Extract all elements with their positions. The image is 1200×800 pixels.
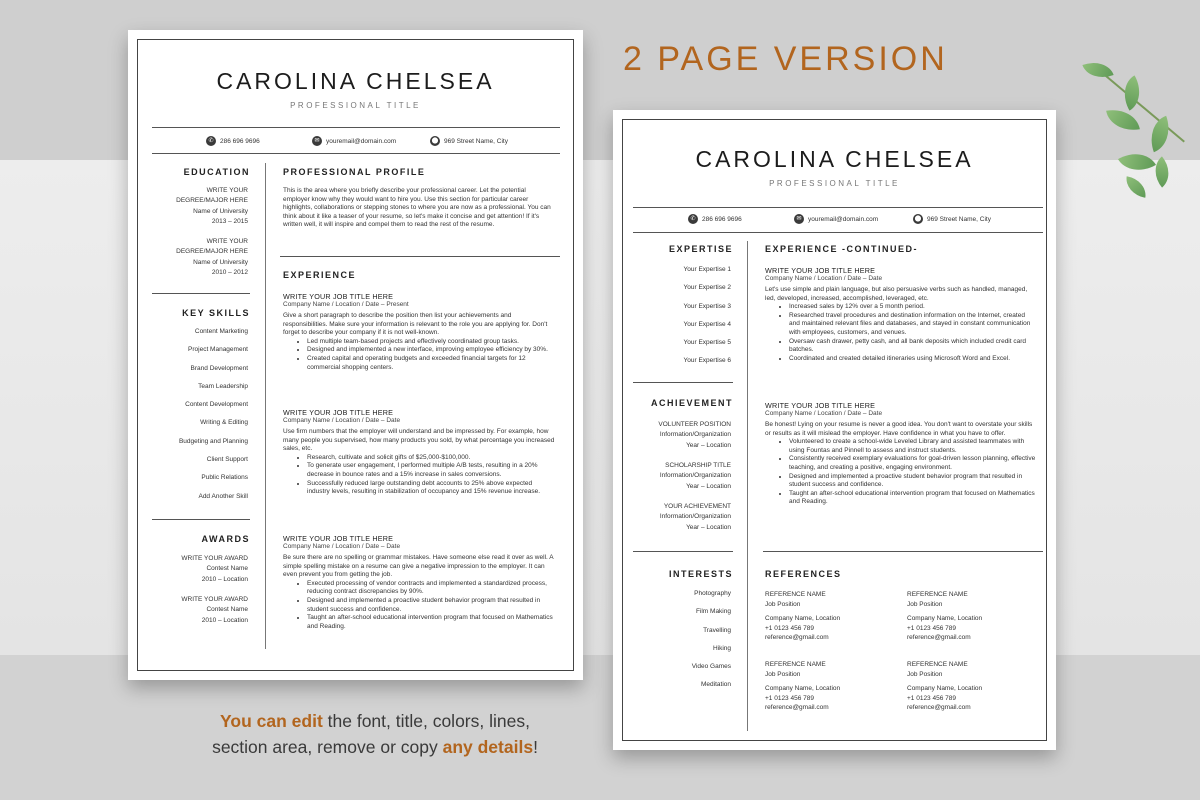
location-icon: ⬤ <box>431 138 439 144</box>
interest-item: Film Making <box>695 608 731 616</box>
education-heading: EDUCATION <box>183 167 250 177</box>
location-icon: ⬤ <box>914 216 922 222</box>
skills-heading: KEY SKILLS <box>182 308 250 318</box>
email-icon: ✉ <box>312 136 322 146</box>
skill-item: Client Support <box>206 456 248 464</box>
address-contact: ⬤ 969 Street Name, City <box>914 215 991 223</box>
section-divider <box>633 551 733 552</box>
column-divider <box>265 163 266 649</box>
expertise-item: Your Expertise 3 <box>683 302 731 310</box>
header-divider <box>633 207 1043 208</box>
phone-contact: ✆ 286 696 9696 <box>688 214 742 224</box>
phone-icon: ✆ <box>688 214 698 224</box>
achievement-heading: ACHIEVEMENT <box>650 398 733 408</box>
job-entry: WRITE YOUR JOB TITLE HERE Company Name / Location / Date – Date Be honest! Lying on your resume is never a good idea. You don't want to overstate your skills or results as it will mislead the employer. Have confidence in what you have to offer. • Volunteered to create a school-wide Leveled Library and assisted teammates with using Fountas and Pinnell to assess and instruct students. • Consistently received exemplary evaluations for goal-driven lesson planning, effective teaching, and creating a positive, engaging environment. • Designed and implemented a proactive student behavior program that resulted in student success and confidence. • Taught an after-school educational intervention program that focused on Mathematics and Reading. <box>765 401 1037 507</box>
skill-item: Content Development <box>185 401 248 409</box>
expertise-list <box>631 266 731 376</box>
job-entry: WRITE YOUR JOB TITLE HERE Company Name / Location / Date – Date Be sure there are no spelling or grammar mistakes. Have someone else read it over as well. A simple spelling mistake on a resume can give a negative impression to the employer. It can even prevent you from getting the job. • Executed processing of vendor contracts and implemented a standardized process, reducing contract discrepancies by 90%. • Designed and implemented a proactive student behavior program that resulted in student success and confidence. • Taught an after-school educational intervention program that focused on Mathematics and Reading. <box>283 534 555 631</box>
resume-name: CAROLINA CHELSEA <box>216 68 495 94</box>
interest-item: Travelling <box>703 626 731 634</box>
award-item: WRITE YOUR AWARD Contest Name 2010 – Location <box>181 555 248 583</box>
expertise-item: Your Expertise 5 <box>683 339 731 347</box>
interests-heading: INTERESTS <box>668 569 733 579</box>
reference-item: REFERENCE NAME Job Position Company Name, Location +1 0123 456 789 reference@gmail.com <box>907 661 983 711</box>
achievement-item: VOLUNTEER POSITION Information/Organization Year – Location <box>658 421 731 449</box>
reference-item: REFERENCE NAME Job Position Company Name, Location +1 0123 456 789 reference@gmail.com <box>765 661 841 711</box>
address-contact: ⬤ 969 Street Name, City <box>431 137 508 145</box>
interest-item: Photography <box>694 590 731 597</box>
job-entry: WRITE YOUR JOB TITLE HERE Company Name / Location / Date – Date Use firm numbers that the employer will understand and be impressed by. For example, how many people you supervised, how many products you sold, by what percentage you increased sales, etc. • Research, cultivate and solicit gifts of $25,000-$100,000. • To generate user engagement, I performed multiple A/B tests, resulting in a 20% decrease in bounce rates and a 15% increase in sales conversions. • Successfully reduced large outstanding debt accounts to 25% above expected industry levels, resulting in stabilization of occupancy and 15% revenue increase. <box>283 408 555 497</box>
resume-page-2 <box>613 110 1056 750</box>
skill-item: Team Leadership <box>198 382 248 390</box>
skill-item: Brand Development <box>190 364 248 372</box>
reference-item: REFERENCE NAME Job Position Company Name, Location +1 0123 456 789 reference@gmail.com <box>907 591 983 641</box>
promo-caption: You can edit the font, title, colors, lines, section area, remove or copy any details! <box>212 711 538 757</box>
expertise-item: Your Expertise 6 <box>683 357 731 365</box>
education-item: WRITE YOUR DEGREE/MAJOR HERE Name of University 2013 – 2015 <box>176 187 248 225</box>
job-entry: WRITE YOUR JOB TITLE HERE Company Name / Location / Date – Date Let's use simple and plain language, but also persuasive verbs such as handled, managed, led, developed, increased, accomplished, leveraged, etc. • Increased sales by 12% over a 5 month period. • Researched travel procedures and destination information on the Internet, created and maintained relevant files and databases, and stayed in constant communication with employees, customers, and venues. • Oversaw cash drawer, petty cash, and all bank deposits which included credit card batches. • Coordinated and created detailed itineraries using Microsoft Word and Excel. <box>765 266 1037 363</box>
header-divider <box>152 127 560 128</box>
skill-item: Writing & Editing <box>200 419 248 427</box>
page-version-heading: 2 PAGE VERSION <box>623 40 948 78</box>
section-divider <box>763 551 1043 552</box>
experience-heading: EXPERIENCE <box>283 270 357 280</box>
email-icon: ✉ <box>794 214 804 224</box>
references-heading: REFERENCES <box>765 569 842 579</box>
skill-item: Public Relations <box>201 474 248 482</box>
expertise-item: Your Expertise 4 <box>683 320 731 328</box>
skill-item: Budgeting and Planning <box>178 437 248 445</box>
interests-list <box>631 590 731 700</box>
section-divider <box>633 382 733 383</box>
section-divider <box>280 256 560 257</box>
skill-item: Project Management <box>188 346 248 354</box>
column-divider <box>747 241 748 731</box>
experience-continued-heading: EXPERIENCE -CONTINUED- <box>765 244 919 254</box>
interest-item: Video Games <box>691 663 731 671</box>
section-divider <box>152 519 250 520</box>
education-item: WRITE YOUR DEGREE/MAJOR HERE Name of University 2010 – 2012 <box>176 238 248 276</box>
resume-title: PROFESSIONAL TITLE <box>769 179 900 188</box>
skill-item: Content Marketing <box>194 328 248 335</box>
resume-title: PROFESSIONAL TITLE <box>290 101 421 110</box>
profile-text: This is the area where you briefly describe your professional career. Let the potential employer know why they would want to hire you. Use this section for particular career highlights, collaborations or stepping stones to where you are now as a professional. You can think about it like a teaser of your resume, so let's make it concise and get attention! If it's written well, it will inspire and compel them to read the rest of the resume. <box>283 187 551 229</box>
expertise-heading: EXPERTISE <box>668 244 733 254</box>
skill-item: Add Another Skill <box>198 492 248 500</box>
skills-list <box>148 328 248 511</box>
award-item: WRITE YOUR AWARD Contest Name 2010 – Location <box>181 596 248 624</box>
job-entry: WRITE YOUR JOB TITLE HERE Company Name / Location / Date – Present Give a short paragraph to describe the position then list your achievements and responsibilities. Make sure your information is relevant to the role you are applying for. Don't forget to describe your company if it is not well-known. • Led multiple team-based projects and effectively coordinated group tasks. • Designed and implemented a new interface, improving employee efficiency by 30%. • Created capital and operating budgets and exceeded financial targets for 12 commercial shopping centers. <box>283 292 555 372</box>
contact-divider <box>633 232 1043 233</box>
profile-heading: PROFESSIONAL PROFILE <box>283 167 426 177</box>
email-contact: ✉ youremail@domain.com <box>312 136 396 146</box>
reference-item: REFERENCE NAME Job Position Company Name, Location +1 0123 456 789 reference@gmail.com <box>765 591 841 641</box>
phone-icon: ✆ <box>206 136 216 146</box>
resume-name: CAROLINA CHELSEA <box>695 146 974 172</box>
interest-item: Hiking <box>712 644 731 652</box>
interest-item: Meditation <box>701 681 731 689</box>
phone-contact: ✆ 286 696 9696 <box>206 136 260 146</box>
resume-page-1 <box>128 30 583 680</box>
achievement-item: SCHOLARSHIP TITLE Information/Organization Year – Location <box>659 462 731 490</box>
expertise-item: Your Expertise 1 <box>683 266 731 273</box>
email-contact: ✉ youremail@domain.com <box>794 214 878 224</box>
expertise-item: Your Expertise 2 <box>683 284 731 292</box>
achievement-item: YOUR ACHIEVEMENT Information/Organization Year – Location <box>659 503 731 531</box>
contact-divider <box>152 153 560 154</box>
section-divider <box>152 293 250 294</box>
awards-heading: AWARDS <box>201 534 250 544</box>
